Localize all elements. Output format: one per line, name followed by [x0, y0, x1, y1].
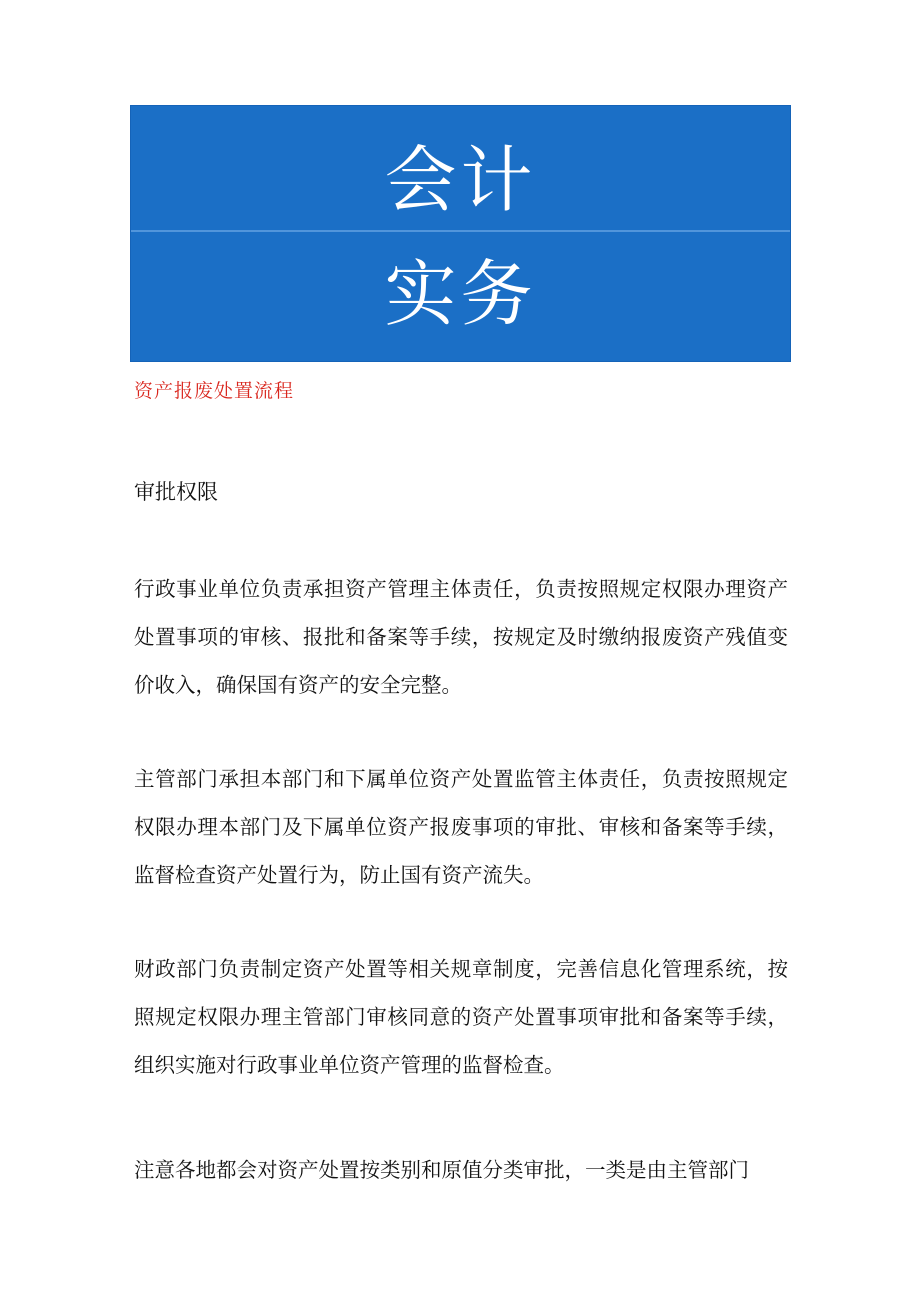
title-banner	[130, 105, 791, 362]
paragraph-4: 注意各地都会对资产处置按类别和原值分类审批，一类是由主管部门	[134, 1158, 749, 1182]
banner-title-line-2: 实务	[384, 252, 537, 336]
paragraph-1: 行政事业单位负责承担资产管理主体责任，负责按照规定权限办理资产处置事项的审核、报批和备案等手续，按规定及时缴纳报废资产残值变价收入，确保国有资产的安全完整。	[134, 577, 788, 697]
banner-divider	[131, 230, 790, 232]
document-title: 资产报废处置流程	[134, 380, 295, 402]
banner-title-line-1: 会计	[384, 138, 537, 222]
section-heading: 审批权限	[134, 480, 218, 504]
paragraph-2: 主管部门承担本部门和下属单位资产处置监管主体责任，负责按照规定权限办理本部门及下属单位资产报废事项的审批、审核和备案等手续，监督检查资产处置行为，防止国有资产流失。	[134, 767, 788, 887]
paragraph-3: 财政部门负责制定资产处置等相关规章制度，完善信息化管理系统，按照规定权限办理主管部门审核同意的资产处置事项审批和备案等手续，组织实施对行政事业单位资产管理的监督检查。	[134, 957, 788, 1077]
